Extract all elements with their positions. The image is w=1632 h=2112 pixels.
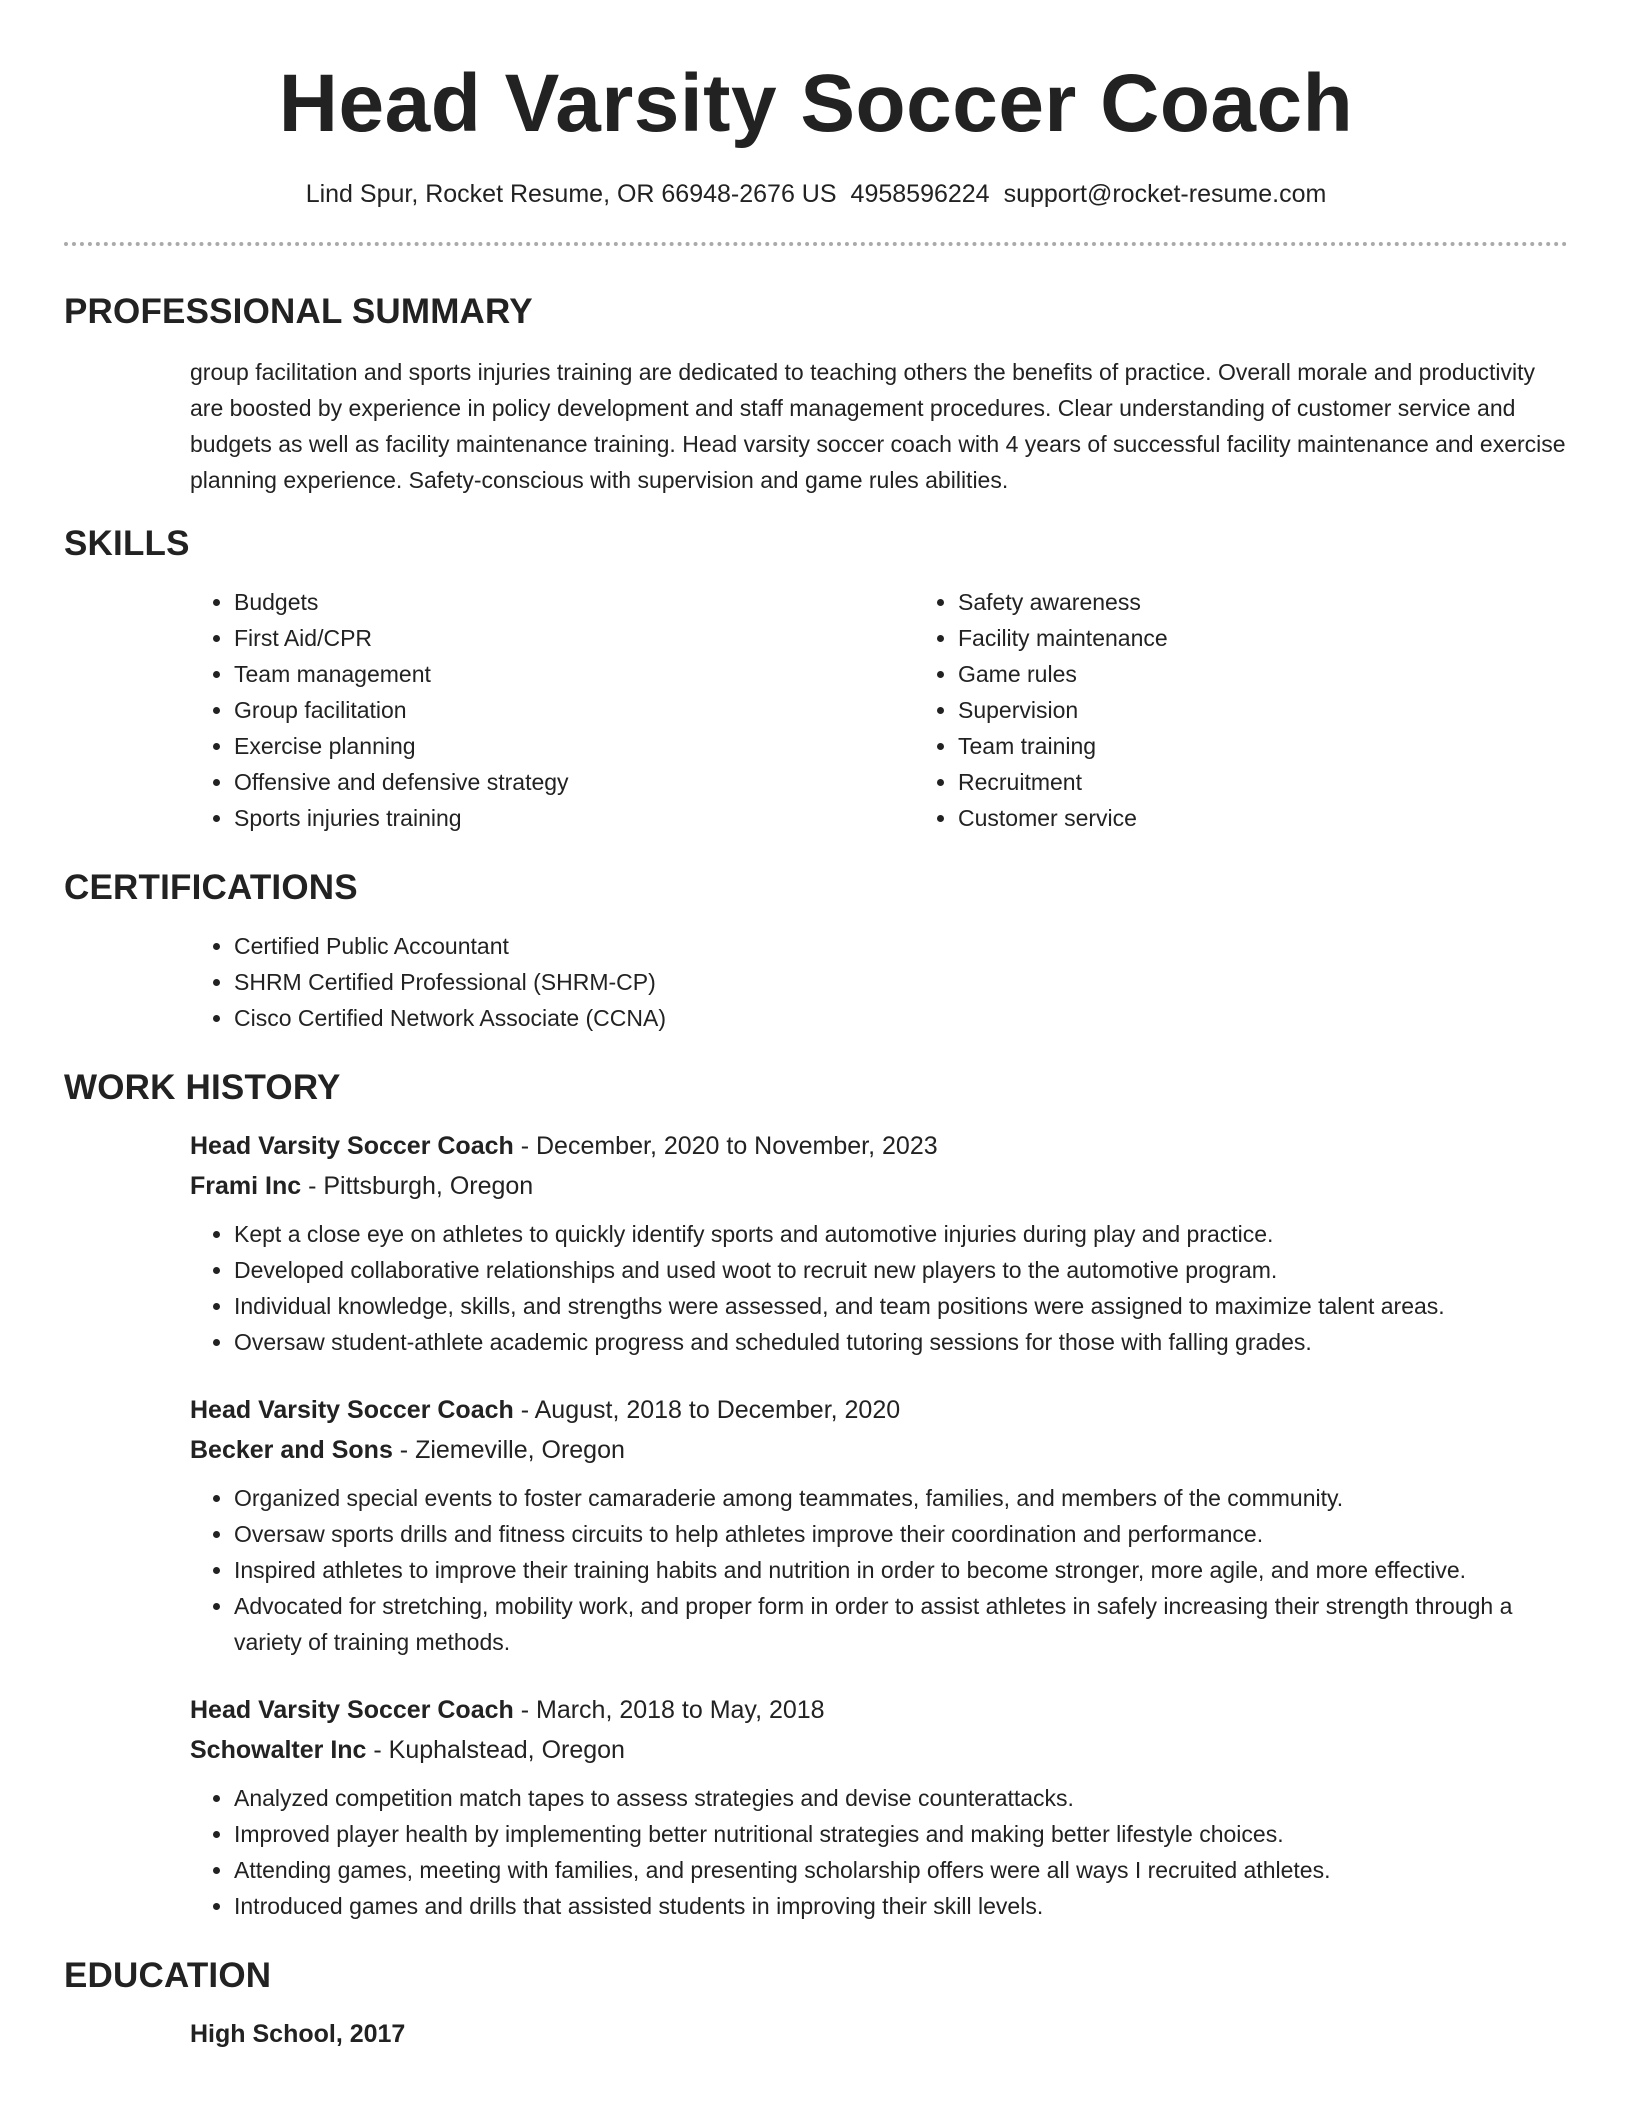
summary-title: PROFESSIONAL SUMMARY <box>64 292 533 331</box>
job-bullet: • Improved player health by implementing better nutritional strategies and making better lifestyle choices. <box>234 1816 1568 1852</box>
skill-item: • Sports injuries training <box>234 800 914 836</box>
job-bullet: • Advocated for stretching, mobility work, and proper form in order to assist athletes in safely increasing their strength through a variety of training methods. <box>234 1588 1568 1660</box>
job-title-line <box>190 1126 1568 1166</box>
certifications-list-wrap <box>190 928 1568 1036</box>
job-company: Schowalter Inc <box>190 1736 367 1764</box>
certification-item: • SHRM Certified Professional (SHRM-CP) <box>234 964 1568 1000</box>
job-bullet: • Inspired athletes to improve their training habits and nutrition in order to become stronger, more agile, and more effective. <box>234 1552 1568 1588</box>
job-title-line <box>190 1390 1568 1430</box>
certifications-list <box>190 928 1568 1036</box>
skill-item: • Budgets <box>234 584 914 620</box>
resume-name: Head Varsity Soccer Coach <box>278 58 1354 149</box>
contact-phone: 4958596224 <box>850 180 990 208</box>
education-section <box>64 1954 1568 2054</box>
job-company: Frami Inc <box>190 1172 302 1200</box>
skills-section <box>64 522 1568 836</box>
job-location: - Kuphalstead, Oregon <box>366 1736 625 1764</box>
job-location: - Pittsburgh, Oregon <box>301 1172 534 1200</box>
contact-email: support@rocket-resume.com <box>1003 180 1327 208</box>
skill-item: • Game rules <box>958 656 1632 692</box>
skill-item: • Exercise planning <box>234 728 914 764</box>
job-location: - Ziemeville, Oregon <box>392 1436 625 1464</box>
skill-item: • Group facilitation <box>234 692 914 728</box>
job-role: Head Varsity Soccer Coach <box>190 1132 514 1160</box>
skill-item: • First Aid/CPR <box>234 620 914 656</box>
skill-item: • Safety awareness <box>958 584 1632 620</box>
skill-item: • Team training <box>958 728 1632 764</box>
certifications-title: CERTIFICATIONS <box>64 868 358 907</box>
job-bullets <box>190 1780 1568 1924</box>
job-bullet: • Analyzed competition match tapes to assess strategies and devise counterattacks. <box>234 1780 1568 1816</box>
job-company: Becker and Sons <box>190 1436 393 1464</box>
job-bullets <box>190 1216 1568 1360</box>
job-entry <box>190 1126 1568 1360</box>
certification-item: • Certified Public Accountant <box>234 928 1568 964</box>
job-bullet: • Oversaw sports drills and fitness circuits to help athletes improve their coordination and performance. <box>234 1516 1568 1552</box>
education-entry: High School, 2017 <box>190 2020 406 2048</box>
skills-left-list <box>190 584 914 836</box>
certification-item: • Cisco Certified Network Associate (CCNA) <box>234 1000 1568 1036</box>
job-role: Head Varsity Soccer Coach <box>190 1396 514 1424</box>
job-title-line <box>190 1690 1568 1730</box>
job-bullets <box>190 1480 1568 1660</box>
job-role: Head Varsity Soccer Coach <box>190 1696 514 1724</box>
job-dates: - August, 2018 to December, 2020 <box>513 1396 901 1424</box>
job-bullet: • Introduced games and drills that assisted students in improving their skill levels. <box>234 1888 1568 1924</box>
job-entry <box>190 1690 1568 1924</box>
header-divider <box>64 242 1568 246</box>
job-company-line <box>190 1730 1568 1770</box>
job-bullet: • Attending games, meeting with families, and presenting scholarship offers were all ways I recruited athletes. <box>234 1852 1568 1888</box>
job-dates: - March, 2018 to May, 2018 <box>513 1696 825 1724</box>
job-company-line <box>190 1166 1568 1206</box>
skill-item: • Recruitment <box>958 764 1632 800</box>
skill-item: • Team management <box>234 656 914 692</box>
skill-item: • Offensive and defensive strategy <box>234 764 914 800</box>
job-entry <box>190 1390 1568 1660</box>
summary-section <box>64 290 1568 498</box>
skill-item: • Supervision <box>958 692 1632 728</box>
skill-item: • Customer service <box>958 800 1632 836</box>
skills-columns <box>190 584 1568 836</box>
skills-title: SKILLS <box>64 524 190 563</box>
job-dates: - December, 2020 to November, 2023 <box>513 1132 938 1160</box>
contact-line <box>64 178 1568 210</box>
summary-text: group facilitation and sports injuries training are dedicated to teaching others the benefits of practice. Overall morale and productivity are boosted by experience in policy development and staff management procedures. Clear understanding of customer service and budgets as well as facility maintenance training. Head varsity soccer coach with 4 years of successful facility maintenance and exercise planning experience. Safety-conscious with supervision and game rules abilities. <box>190 359 1566 493</box>
job-bullet: • Kept a close eye on athletes to quickly identify sports and automotive injuries during play and practice. <box>234 1216 1568 1252</box>
work-history-section <box>64 1066 1568 1924</box>
work-history-title: WORK HISTORY <box>64 1068 341 1107</box>
job-bullet: • Organized special events to foster camaraderie among teammates, families, and members of the community. <box>234 1480 1568 1516</box>
job-bullet: • Individual knowledge, skills, and strengths were assessed, and team positions were assigned to maximize talent areas. <box>234 1288 1568 1324</box>
education-title: EDUCATION <box>64 1956 272 1995</box>
skill-item: • Facility maintenance <box>958 620 1632 656</box>
job-bullet: • Oversaw student-athlete academic progress and scheduled tutoring sessions for those with falling grades. <box>234 1324 1568 1360</box>
contact-address: Lind Spur, Rocket Resume, OR 66948-2676 US <box>305 180 837 208</box>
job-company-line <box>190 1430 1568 1470</box>
job-bullet: • Developed collaborative relationships and used woot to recruit new players to the automotive program. <box>234 1252 1568 1288</box>
skills-right-list <box>914 584 1632 836</box>
certifications-section <box>64 866 1568 1036</box>
